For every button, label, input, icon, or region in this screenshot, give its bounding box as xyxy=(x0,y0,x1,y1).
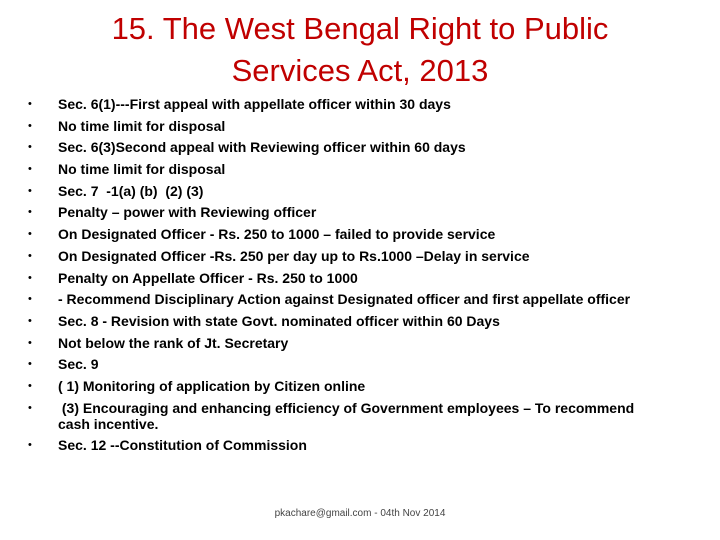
bullet-text: Sec. 6(1)---First appeal with appellate officer within 30 days xyxy=(58,96,451,112)
bullet-dot-icon: • xyxy=(28,163,32,176)
bullet-dot-icon: • xyxy=(28,184,32,197)
bullet-item xyxy=(28,183,656,199)
bullet-text: Sec. 8 - Revision with state Govt. nominated officer within 60 Days xyxy=(58,312,500,329)
bullet-text: No time limit for disposal xyxy=(58,161,226,178)
bullet-dot-icon: • xyxy=(28,98,32,110)
slide-title-line-1: 15. The West Bengal Right to Public xyxy=(111,11,609,46)
bullet-item xyxy=(28,248,656,264)
bullet-item xyxy=(28,400,656,432)
bullet-text: ( 1) Monitoring of application by Citizen online xyxy=(58,377,366,394)
bullet-text: Penalty on Appellate Officer - Rs. 250 to 1000 xyxy=(58,269,358,286)
bullet-list xyxy=(28,96,656,459)
bullet-dot-icon: • xyxy=(28,141,32,154)
bullet-item xyxy=(28,96,656,112)
slide-footer: pkachare@gmail.com - 04th Nov 2014 xyxy=(274,508,446,519)
bullet-item xyxy=(28,204,656,220)
bullet-text: Sec. 12 --Constitution of Commission xyxy=(58,437,307,454)
bullet-item xyxy=(28,291,656,307)
bullet-item xyxy=(28,118,656,134)
slide-title xyxy=(40,8,680,92)
bullet-text: On Designated Officer - Rs. 250 to 1000 – failed to provide service xyxy=(58,226,496,243)
bullet-item xyxy=(28,378,656,394)
bullet-item xyxy=(28,270,656,286)
bullet-text: Not below the rank of Jt. Secretary xyxy=(58,334,289,351)
bullet-text: - Recommend Disciplinary Action against Designated officer and first appellate officer xyxy=(58,291,631,308)
bullet-dot-icon: • xyxy=(28,358,32,371)
bullet-dot-icon: • xyxy=(28,249,32,262)
slide-title-line-2: Services Act, 2013 xyxy=(231,53,489,88)
bullet-dot-icon: • xyxy=(28,206,32,219)
bullet-item xyxy=(28,313,656,329)
bullet-dot-icon: • xyxy=(28,228,32,241)
bullet-dot-icon: • xyxy=(28,293,32,306)
bullet-item xyxy=(28,161,656,177)
bullet-item xyxy=(28,139,656,155)
bullet-dot-icon: • xyxy=(28,314,32,327)
bullet-text: Sec. 6(3)Second appeal with Reviewing officer within 60 days xyxy=(58,139,466,156)
bullet-dot-icon: • xyxy=(28,401,32,414)
bullet-dot-icon: • xyxy=(28,119,32,132)
bullet-text: Penalty – power with Reviewing officer xyxy=(58,204,317,221)
bullet-text: Sec. 9 xyxy=(58,356,99,373)
bullet-dot-icon: • xyxy=(28,379,32,392)
bullet-dot-icon: • xyxy=(28,271,32,284)
bullet-text: No time limit for disposal xyxy=(58,117,226,134)
bullet-item xyxy=(28,226,656,242)
bullet-text: On Designated Officer -Rs. 250 per day up to Rs.1000 –Delay in service xyxy=(58,247,530,264)
bullet-item xyxy=(28,335,656,351)
bullet-dot-icon: • xyxy=(28,336,32,349)
bullet-dot-icon: • xyxy=(28,439,32,452)
bullet-text: Sec. 7 -1(a) (b) (2) (3) xyxy=(58,182,204,199)
bullet-item xyxy=(28,356,656,372)
bullet-item xyxy=(28,437,656,453)
bullet-text: (3) Encouraging and enhancing efficiency of Government employees – To recommend cash incentive. xyxy=(58,399,639,432)
